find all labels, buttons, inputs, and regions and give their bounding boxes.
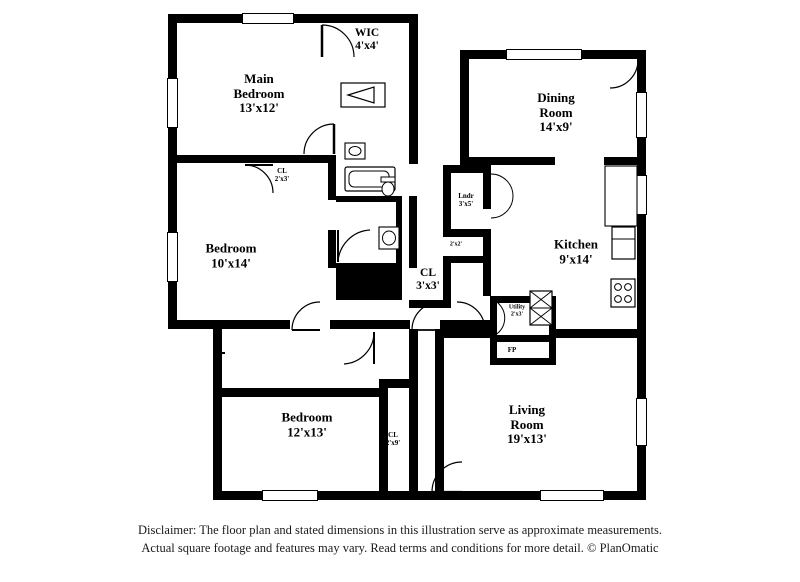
wall-living-top-right xyxy=(549,329,646,338)
door-closet-hall xyxy=(410,300,442,332)
room-name-line2: Bedroom xyxy=(233,85,285,101)
fixture-vanity xyxy=(378,226,400,250)
door-utility xyxy=(489,297,511,341)
room-name: Bedroom xyxy=(281,409,333,425)
fixture-toilet xyxy=(380,176,396,198)
room-name: WIC xyxy=(354,27,380,40)
room-name: Bedroom xyxy=(205,240,257,256)
wall-laundry-top xyxy=(443,165,491,173)
room-label-bedroom-2 xyxy=(205,241,256,270)
window-bedroom3-bottom xyxy=(262,490,318,501)
wall-dining-bottom-right xyxy=(604,157,646,165)
fixture-range xyxy=(610,278,636,308)
room-label-wic xyxy=(355,27,379,53)
door-entry-living xyxy=(428,462,464,496)
room-label-living-room xyxy=(507,403,547,447)
wall-bedroom3-left xyxy=(213,388,222,500)
room-name: Kitchen xyxy=(553,236,599,252)
room-name: CL xyxy=(420,267,436,280)
window-dining-top xyxy=(506,49,582,60)
window-top-1 xyxy=(242,13,294,24)
wall-hall-left xyxy=(409,196,417,268)
room-label-laundry xyxy=(458,193,474,209)
window-left-1 xyxy=(167,78,178,128)
room-dimensions: 3'x5' xyxy=(458,200,474,208)
room-label-bedroom-3 xyxy=(281,410,332,439)
room-dimensions: 2'x2' xyxy=(449,241,463,248)
room-name-line2: Room xyxy=(539,104,573,120)
room-name-line1: Dining xyxy=(537,90,575,106)
wall-cl3x3-right xyxy=(443,263,451,303)
room-name-line1: Living xyxy=(508,402,546,418)
fixture-wic-shelf xyxy=(340,82,386,108)
solid-fill-block xyxy=(336,263,402,300)
fixture-kitchen-sink xyxy=(529,290,553,326)
room-dimensions: 12'x13' xyxy=(287,424,327,439)
wall-fp-bottom xyxy=(490,358,556,365)
disclaimer-line-2: Actual square footage and features may vary. Read terms and conditions for more detail. © PlanOmatic xyxy=(141,541,659,555)
room-name-line1: Main xyxy=(244,71,274,87)
window-living-right xyxy=(636,398,647,446)
wall-dining-left xyxy=(460,50,469,165)
door-closet-main xyxy=(243,163,277,195)
door-main-bedroom xyxy=(300,120,336,160)
window-living-bottom xyxy=(540,490,604,501)
wall-hall-bottom-2 xyxy=(330,320,410,329)
window-bedroom2-bottom xyxy=(214,352,225,354)
fixture-counter xyxy=(604,165,638,227)
wall-hall-to-bed3 xyxy=(213,329,222,389)
wall-hall-bottom xyxy=(168,320,290,329)
room-label-dining-room xyxy=(537,91,575,135)
room-dimensions: 4'x4' xyxy=(355,40,379,52)
room-dimensions: 10'x14' xyxy=(211,255,251,270)
door-laundry xyxy=(489,172,513,228)
room-name: CL xyxy=(277,167,287,176)
room-label-kitchen xyxy=(554,237,598,266)
room-dimensions: 13'x12' xyxy=(239,100,279,116)
room-dimensions: 2'x3' xyxy=(510,311,524,317)
room-label-utility xyxy=(509,304,525,317)
room-name: CL xyxy=(388,431,398,440)
wall-bath-left-lower xyxy=(328,230,336,268)
wall-closet2x2-bottom xyxy=(443,256,491,263)
room-name-line2: Room xyxy=(510,416,544,432)
wall-laundry-bottom xyxy=(443,229,491,237)
wall-hall-stub-right xyxy=(409,329,418,381)
room-label-closet-hall xyxy=(416,267,440,293)
wall-upperleft-right xyxy=(409,14,418,164)
door-dining-exterior xyxy=(608,58,642,92)
wall-dining-bottom xyxy=(460,157,555,165)
window-dining-right xyxy=(636,92,647,138)
room-label-main-bedroom xyxy=(233,72,284,116)
room-dimensions: 2'x3' xyxy=(274,175,290,183)
wall-cl2x9-right xyxy=(409,379,418,491)
disclaimer-line-1: Disclaimer: The floor plan and stated dimensions in this illustration serve as approximate measurements. xyxy=(138,523,662,537)
fixture-sink-upper xyxy=(344,142,366,160)
wall-bath-left xyxy=(328,155,336,200)
room-dimensions: 2'x9' xyxy=(385,439,401,447)
room-dimensions: 9'x14' xyxy=(559,251,593,266)
room-dimensions: 14'x9' xyxy=(539,119,573,135)
room-name: Lndr xyxy=(458,192,474,201)
door-bedroom-2 xyxy=(288,300,324,334)
room-label-fireplace xyxy=(508,347,517,355)
room-name: FP xyxy=(507,346,517,355)
wall-laundry-left xyxy=(443,165,451,237)
wall-kitchen-left-lower xyxy=(483,236,491,296)
room-label-closet-main xyxy=(275,168,289,184)
wall-bedroom3-top xyxy=(213,388,388,397)
room-label-closet-bedroom-3 xyxy=(386,432,400,448)
fixture-refrigerator xyxy=(611,226,636,260)
window-left-2 xyxy=(167,232,178,282)
room-name: Utility xyxy=(508,304,526,311)
door-hall-living xyxy=(455,300,487,332)
room-dimensions: 3'x3' xyxy=(416,280,440,292)
door-bathroom xyxy=(336,224,372,264)
door-bedroom-3 xyxy=(340,330,376,368)
room-dimensions: 19'x13' xyxy=(507,431,547,447)
room-label-closet-2x2 xyxy=(450,242,462,249)
